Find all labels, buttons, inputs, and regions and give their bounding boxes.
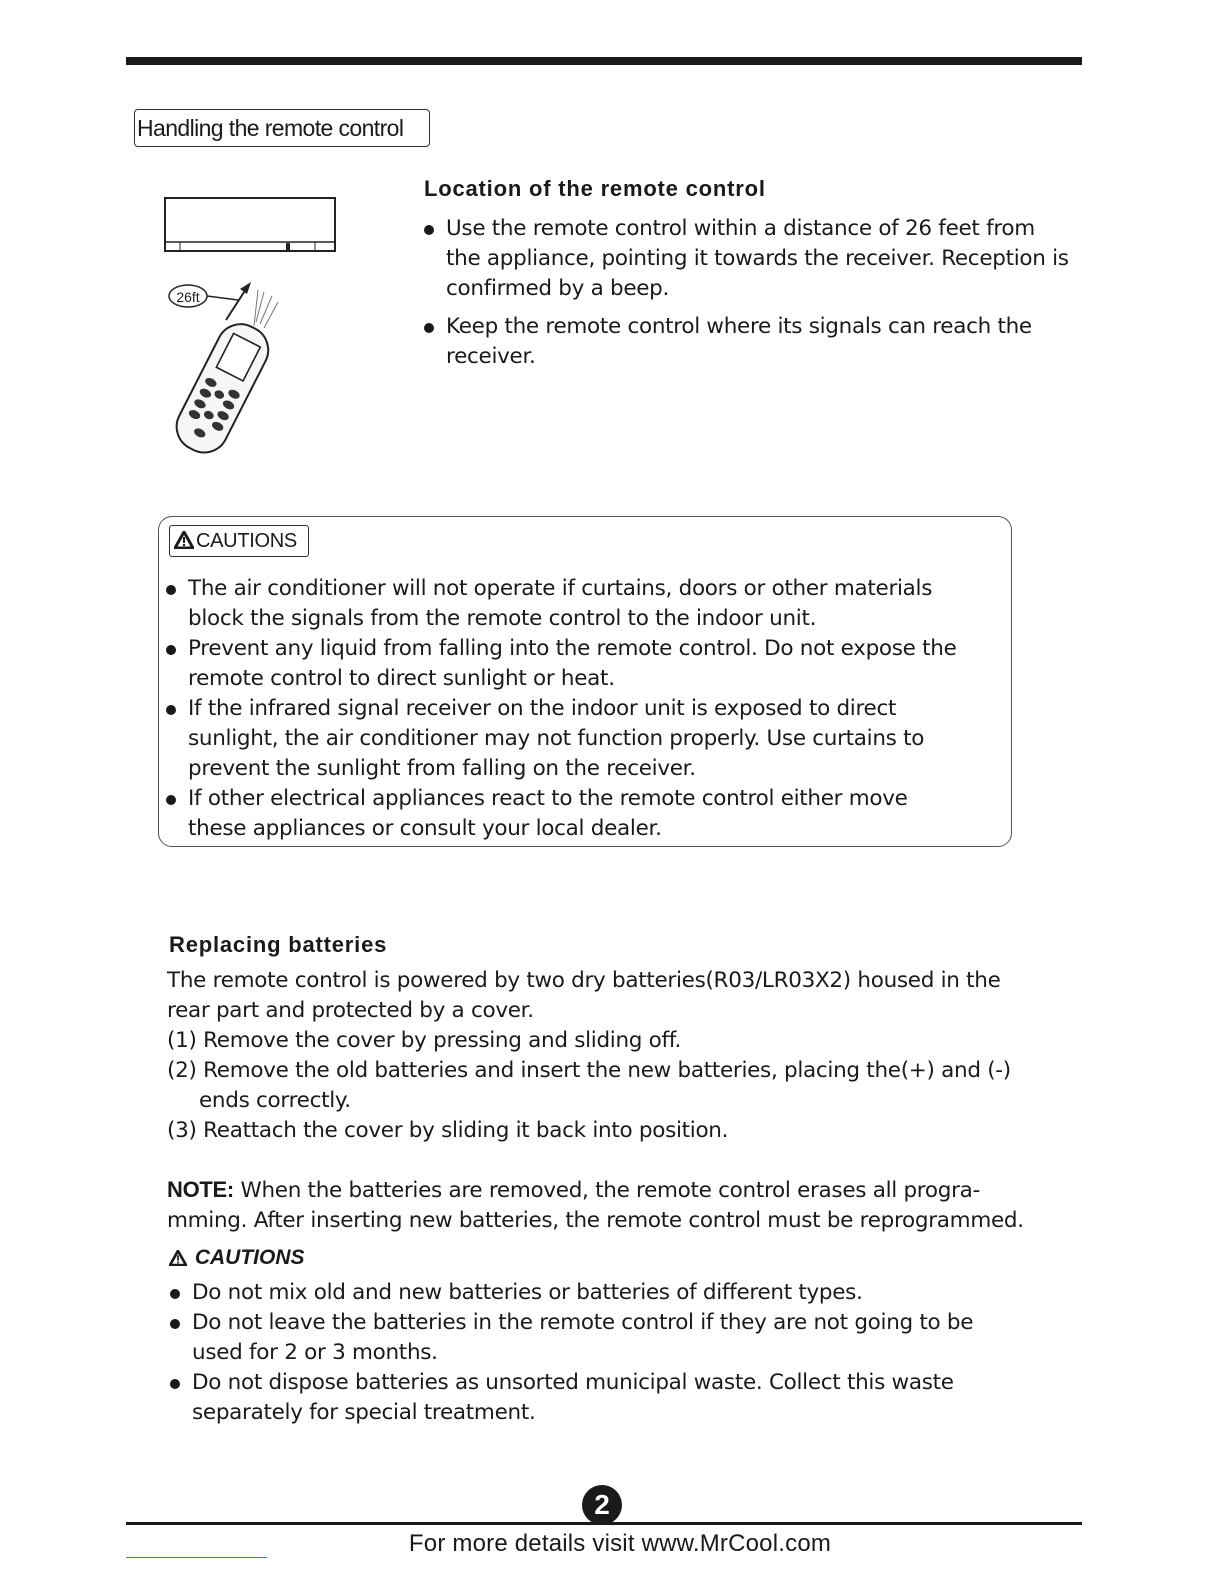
section-tag: Handling the remote control — [134, 109, 430, 147]
cautions-label-text: CAUTIONS — [196, 530, 297, 552]
remote-control-icon — [168, 316, 276, 454]
cautions-list — [164, 574, 964, 844]
remote-illustration — [160, 192, 345, 454]
batteries-step-2-cont: ends correctly. — [199, 1088, 351, 1113]
batteries-title: Replacing batteries — [169, 932, 388, 957]
list-item: Use the remote control within a distance of 26 feet from the appliance, pointing it towards the receiver. Reception is confirmed by a beep. — [422, 214, 1072, 304]
battery-cautions-label-text: CAUTIONS — [194, 1246, 305, 1269]
list-item: If the infrared signal receiver on the indoor unit is exposed to direct sunlight, the air conditioner may not function properly. Use curtains to prevent the sunlight from falling on the receiver. — [164, 694, 964, 784]
list-item: Do not dispose batteries as unsorted municipal waste. Collect this waste separately for special treatment. — [168, 1368, 988, 1428]
list-item: The air conditioner will not operate if curtains, doors or other materials block the signals from the remote control to the indoor unit. — [164, 574, 964, 634]
note-text: When the batteries are removed, the remote control erases all progra- mming. After inserting new batteries, the remote control must be reprogrammed. — [167, 1178, 1024, 1233]
list-item: Do not mix old and new batteries or batteries of different types. — [168, 1278, 988, 1308]
footer-link-underline — [126, 1557, 267, 1558]
battery-cautions-list — [168, 1278, 988, 1428]
list-item: Do not leave the batteries in the remote control if they are not going to be used for 2 or 3 months. — [168, 1308, 988, 1368]
list-item: Keep the remote control where its signals can reach the receiver. — [422, 312, 1072, 372]
batteries-step-2: (2) Remove the old batteries and insert the new batteries, placing the(+) and (-) — [167, 1058, 1011, 1083]
list-item: Prevent any liquid from falling into the remote control. Do not expose the remote control to direct sunlight or heat. — [164, 634, 964, 694]
note-block — [167, 1175, 1047, 1236]
header-rule — [126, 57, 1082, 65]
cautions-label — [169, 525, 309, 557]
batteries-body — [167, 966, 1047, 1146]
location-list — [422, 214, 1072, 380]
location-title: Location of the remote control — [424, 176, 766, 201]
batteries-step-3: (3) Reattach the cover by sliding it back into position. — [167, 1118, 729, 1143]
warning-icon — [174, 531, 194, 549]
footer-text: For more details visit www.MrCool.com — [408, 1530, 832, 1557]
list-item: If other electrical appliances react to the remote control either move these appliances or consult your local dealer. — [164, 784, 964, 844]
page-number: 2 — [582, 1485, 622, 1525]
remote-illustration-svg — [160, 192, 345, 454]
battery-cautions-label — [169, 1246, 305, 1270]
warning-icon — [169, 1250, 187, 1266]
note-label: NOTE: — [167, 1177, 234, 1202]
batteries-intro: The remote control is powered by two dry batteries(R03/LR03X2) housed in the rear part and protected by a cover. — [167, 968, 1001, 1023]
distance-label: 26ft — [176, 289, 200, 305]
footer-rule — [126, 1522, 1082, 1525]
batteries-step-1: (1) Remove the cover by pressing and sliding off. — [167, 1028, 682, 1053]
indoor-unit-icon — [165, 198, 335, 251]
